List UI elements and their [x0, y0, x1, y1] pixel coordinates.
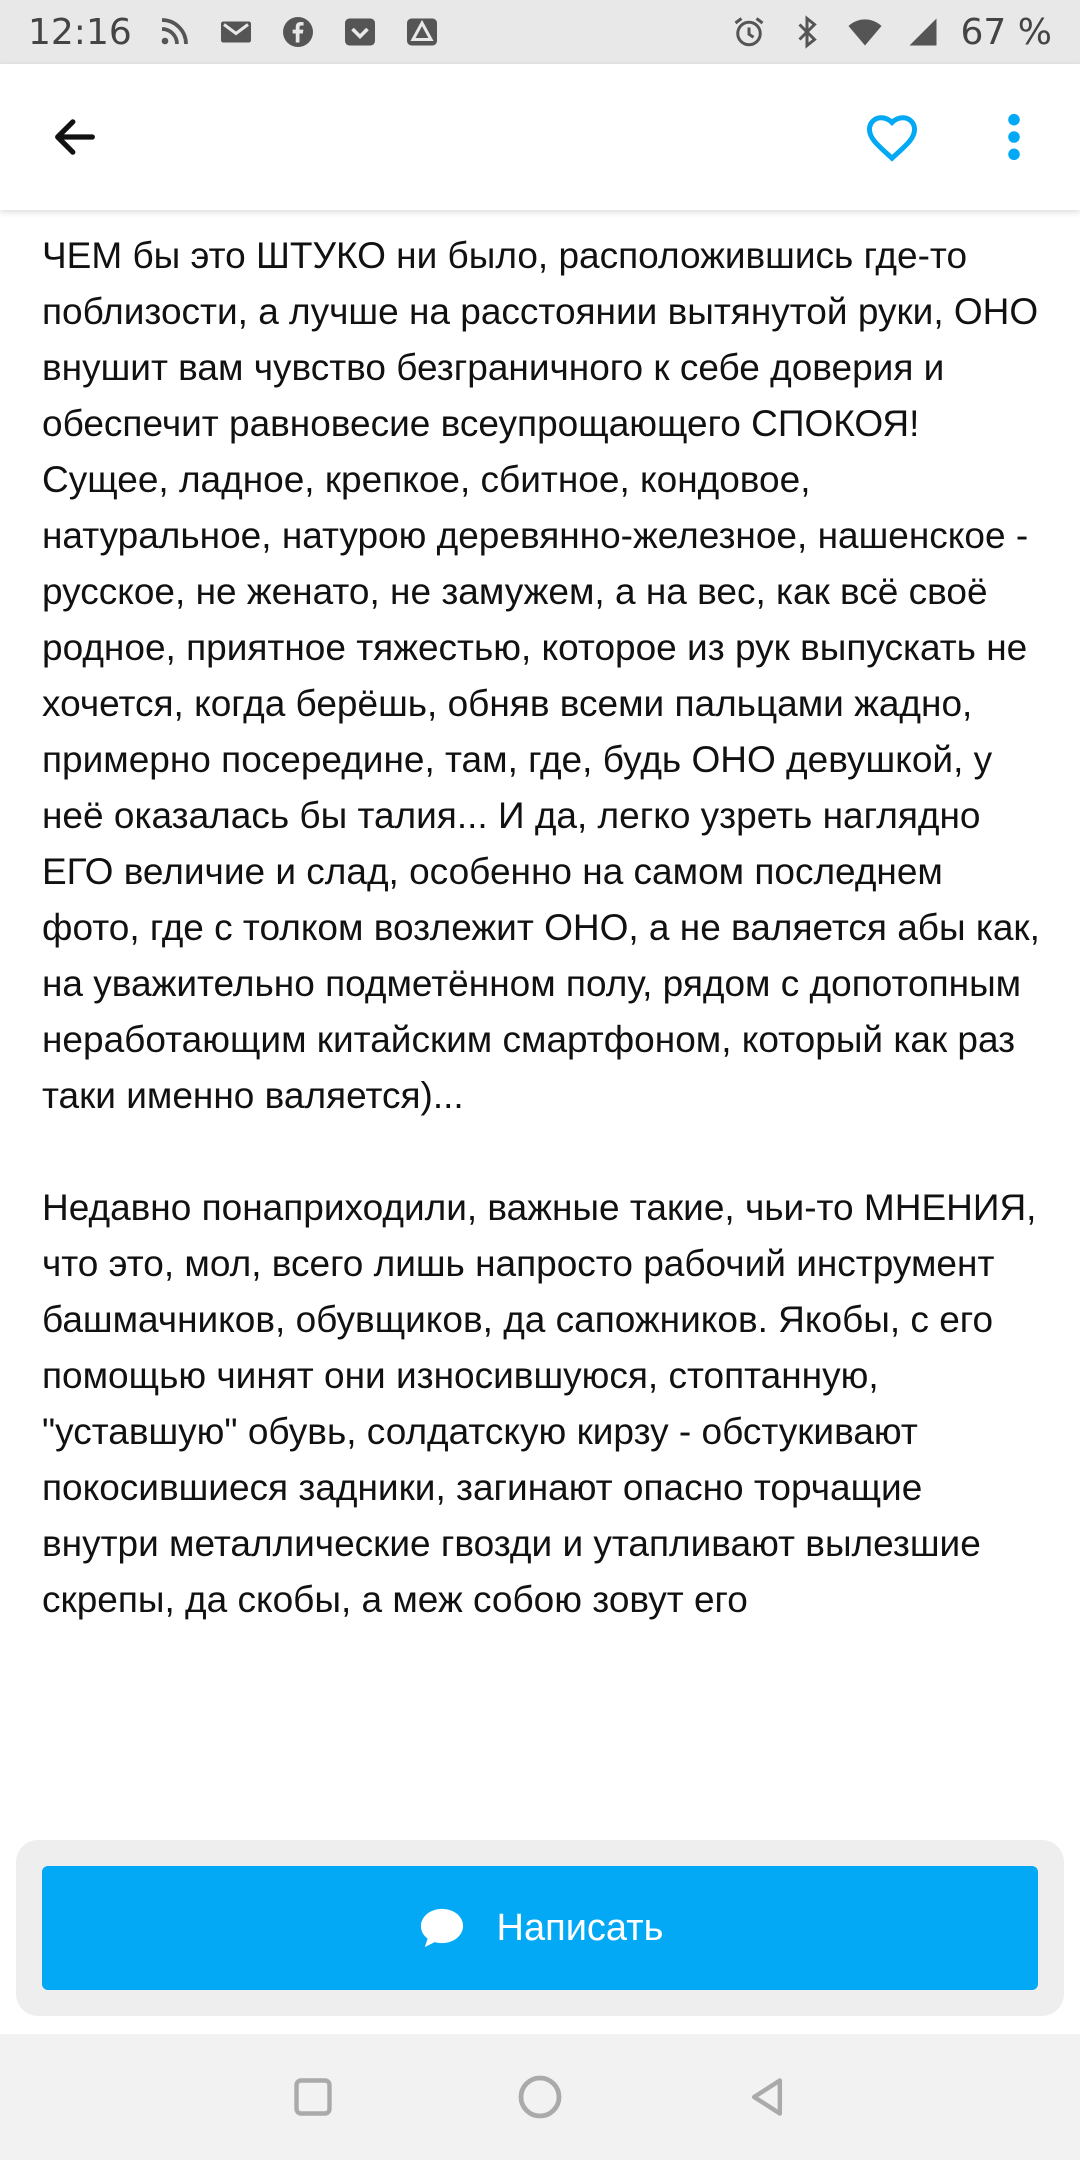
recents-button[interactable] [273, 2057, 353, 2137]
home-button[interactable] [500, 2057, 580, 2137]
gmail-icon [216, 12, 256, 52]
ad-description [42, 228, 1042, 1848]
write-message-button[interactable] [42, 1866, 1038, 1990]
write-button-label: Написать [496, 1906, 664, 1949]
more-options-button[interactable] [978, 92, 1050, 182]
status-time: 12:16 [28, 11, 132, 53]
appbar-actions [856, 92, 1050, 182]
chat-bubble-icon [417, 1905, 467, 1951]
pocket-icon [340, 12, 380, 52]
system-nav-bar [0, 2034, 1080, 2160]
status-left [28, 12, 442, 53]
status-right [729, 12, 1052, 53]
back-arrow-icon [49, 111, 101, 163]
back-button[interactable] [30, 92, 120, 182]
favorite-button[interactable] [856, 92, 928, 182]
status-bar [0, 0, 1080, 64]
battery-percent: 67 % [960, 11, 1052, 53]
app-bar [0, 64, 1080, 210]
alarm-icon [729, 12, 769, 52]
heart-icon [862, 107, 922, 167]
description-paragraph: ЧЕМ бы это ШТУКО ни было, расположившись где-то поблизости, а лучше на расстоянии вытянутой руки, ОНО внушит вам чувство безграничного к себе доверия и обеспечит равновесие всеупрощающего СПОКОЯ! Сущее, ладное, крепкое, сбитное, кондовое, натуральное, натурою деревянно-железное, нашенское - русское, не женато, не замужем, а на вес, как всё своё родное, приятное тяжестью, которое из рук выпускать не хочется, когда берёшь, обняв всеми пальцами жадно, примерно посередине, там, где, будь ОНО девушкой, у неё оказалась бы талия... И да, легко узреть наглядно ЕГО величие и слад, особенно на самом последнем фото, где с толком возлежит ОНО, а не валяется абы как, на уважительно подметённом полу, рядом с допотопным неработающим китайским смартфоном, который как раз таки именно валяется)... [42, 235, 1040, 1116]
description-paragraph: Недавно понаприходили, важные такие, чьи-то МНЕНИЯ, что это, мол, всего лишь напросто рабочий инструмент башмачников, обувщиков, да сапожников. Якобы, с его помощью чинят они износившуюся, стоптанную, "уставшую" обувь, солдатскую кирзу - обстукивают покосившиеся задники, загинают опасно торчащие внутри металлические гвозди и утапливают вылезшие скрепы, да скобы, а меж собою зовут его [42, 1187, 1037, 1620]
action-card [16, 1840, 1064, 2016]
drive-icon [402, 12, 442, 52]
more-vert-icon [1006, 112, 1022, 162]
home-circle-icon [516, 2073, 564, 2121]
nav-back-button[interactable] [727, 2057, 807, 2137]
facebook-icon [278, 12, 318, 52]
bluetooth-icon [787, 12, 827, 52]
rss-icon [154, 12, 194, 52]
wifi-icon [845, 12, 885, 52]
recents-square-icon [291, 2075, 335, 2119]
back-triangle-icon [745, 2075, 789, 2119]
signal-icon [903, 12, 943, 52]
